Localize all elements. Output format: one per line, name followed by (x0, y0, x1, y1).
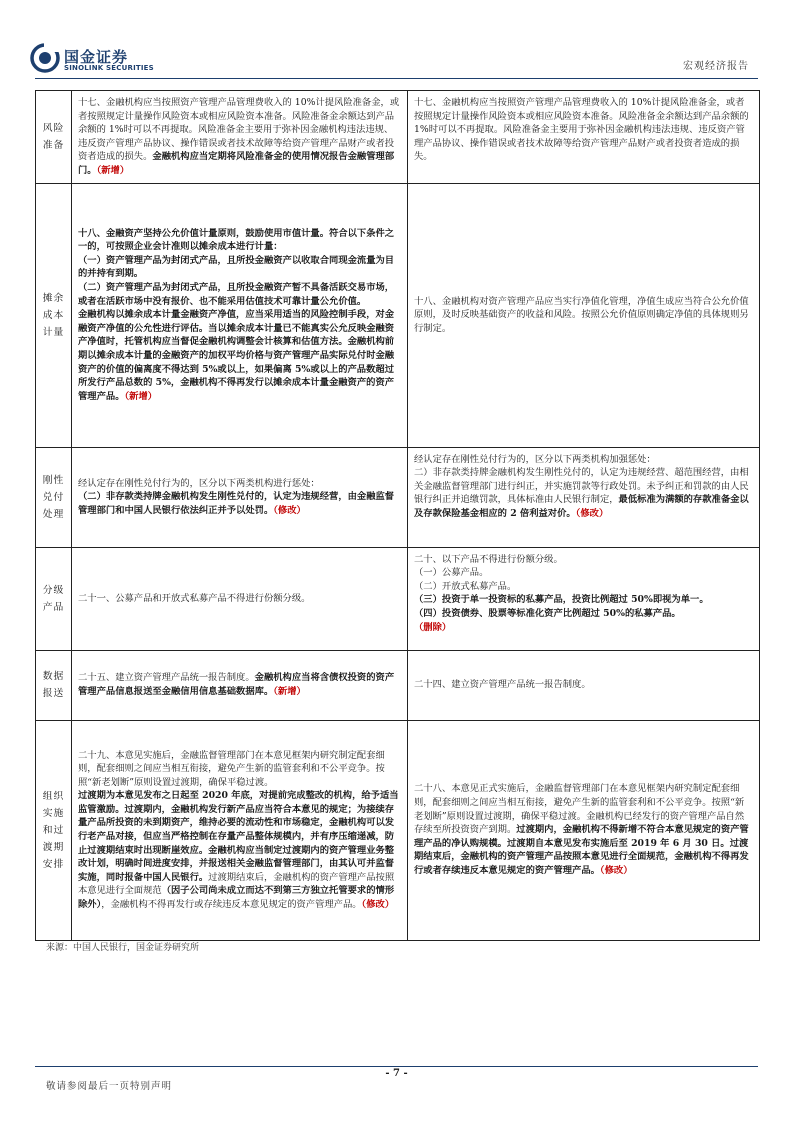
clause-text: 十七、金融机构应当按照资产管理产品管理费收入的 10%计提风险准备金，或者按照规定计量操作风险资本或相应风险资本准备。风险准备金余额达到产品余额的 1%时可以不再提取。风险准备金主要用于弥补因金融机构违法违规、违反资产管理产品协议、操作错误或者技术故障等给资产管理产品财产或者投资者造成的损失。 (78, 97, 400, 163)
clause-text: ，金融机构不得再发行或存续违反本意见规定的资产管理产品。 (101, 899, 362, 911)
change-tag: （修改） (599, 865, 633, 877)
page-number: - 7 - (385, 1068, 408, 1079)
table-row (36, 650, 760, 720)
change-tag: （新增） (124, 390, 158, 402)
change-tag: （新增） (273, 686, 306, 698)
clause-text: 二十四、建立资产管理产品统一报告制度。 (414, 679, 591, 691)
clause-text: （一）资产管理产品为封闭式产品，且所投金融资产以收取合同现金流量为目的并持有到期。 (78, 254, 395, 280)
clause-text: 金融机构以摊余成本计量金融资产净值，应当采用适当的风险控制手段，对金融资产净值的公允性进行评估。当以摊余成本计量已不能真实公允反映金融资产净值时，托管机构应当督促金融机构调整会计核算和估值方法。金融机构前期以摊余成本计量的金融资产的加权平均价格与资产管理产品实际兑付时金融资产的价值的偏离度不得达到 5%或以上，如果偏离 5%或以上的产品数超过所发行产品总数的 5%，金融机构不得再发行以摊余成本计量金融资产的资产管理产品。 (78, 309, 395, 402)
clause-text: （因子公司尚未成立而达不到第三方独立托管要求的情形除外） (78, 885, 395, 911)
change-tag: （修改） (575, 507, 609, 519)
table-row (36, 91, 760, 184)
logo-english-name: SINOLINK SECURITIES (64, 64, 154, 72)
clause-text: 二十一、公募产品和开放式私募产品不得进行份额分级。 (78, 592, 311, 604)
clause-text: （二）非存款类持牌金融机构发生刚性兑付的，认定为违规经营，由金融监督管理部门和中国人民银行依法纠正并予以处罚。 (78, 491, 395, 516)
page-header (0, 0, 793, 80)
revised-text-cell (72, 91, 408, 184)
draft-text-cell (408, 650, 760, 720)
clause-text: 过渡期为本意见发布之日起至 2020 年底，对提前完成整改的机构，给予适当监管激励。过渡期内，金融机构发行新产品应当符合本意见的规定；为接续存量产品所投资的未到期资产，维持必要的流动性和市场稳定，金融机构可以发行老产品对接，但应当严格控制在存量产品整体规模内，并有序压缩递减，防止过渡期结束时出现断崖效应。金融机构应当制定过渡期内的资产管理业务整改计划，明确时间进度安排，并报送相关金融监督管理部门，由其认可并监督实施，同时报备中国人民银行。 (78, 790, 399, 883)
clause-text: 二十八、本意见正式实施后，金融监督管理部门在本意见框架内研究制定配套细则，配套细则之间应当相互衔接，避免产生新的监管套利和不公平竞争。按照“新老划断”原则设置过渡期，确保平稳过渡。金融机构已经发行的资产管理产品自然存续至所投资资产到期。 (414, 783, 745, 836)
change-tag: （删除） (414, 621, 452, 633)
row-category: 数据报送 (36, 650, 72, 720)
table-row (36, 447, 760, 547)
clause-text: 二十、以下产品不得进行份额分级。 （一）公募产品。 （二）开放式私募产品。 (414, 553, 563, 592)
company-logo (30, 43, 160, 75)
clause-text: （三）投资于单一投资标的私募产品，投资比例超过 50%即视为单一。 （四）投资债券、股票等标准化资产比例超过 50%的私募产品。 (414, 594, 709, 619)
revised-text-cell (72, 547, 408, 650)
clause-text: 十八、金融机构对资产管理产品应当实行净值化管理，净值生成应当符合公允价值原则，及时反映基础资产的收益和风险。按照公允价值原则确定净值的具体规则另行制定。 (414, 295, 749, 334)
row-category: 摊余成本计量 (36, 183, 72, 447)
sinolink-logo-icon (30, 43, 60, 73)
logo-chinese-name: 国金证券 (64, 48, 129, 66)
draft-text-cell (408, 91, 760, 184)
clause-text: 二十五、建立资产管理产品统一报告制度。 (78, 672, 255, 684)
clause-text: 十七、金融机构应当按照资产管理产品管理费收入的 10%计提风险准备金，或者按照规定计量操作风险资本或相应风险资本准备。风险准备金余额达到产品余额的 1%时可以不再提取。风险准备金主要用于弥补因金融机构违法违规、违反资产管理产品协议、操作错误或者技术故障等给资产管理产品财产或者投资者造成的损失。 (414, 97, 752, 163)
table-row (36, 183, 760, 447)
clause-text: 过渡期内，金融机构不得新增不符合本意见规定的资产管理产品的净认购规模。过渡期自本意见发布实施后至 2019 年 6 月 30 日。过渡期结束后，金融机构的资产管理产品按照本意见进行全面规范，金融机构不得再发行或者存续违反本意见规定的资产管理产品。 (414, 824, 749, 877)
draft-text-cell (408, 183, 760, 447)
clause-text: 经认定存在刚性兑付行为的，区分以下两类机构进行惩处： (78, 477, 320, 489)
draft-text-cell (408, 547, 760, 650)
revised-text-cell (72, 183, 408, 447)
row-category: 分级产品 (36, 547, 72, 650)
draft-text-cell (408, 447, 760, 547)
clause-text: 二十九、本意见实施后，金融监督管理部门在本意见框架内研究制定配套细则，配套细则之间应当相互衔接，避免产生新的监管套利和不公平竞争。按照“新老划断”原则设置过渡期，确保平稳过渡。 (78, 749, 385, 788)
row-category: 组织实施和过渡期安排 (36, 720, 72, 940)
clause-text: 经认定存在刚性兑付行为的，区分以下两类机构加强惩处： 二）非存款类持牌金融机构发生刚性兑付的，认定为违规经营、超范围经营，由相关金融监督管理部门进行纠正，并实施罚款等行政处罚。未予纠正和罚款的由人民银行纠正并追缴罚款，具体标准由人民银行制定， (414, 453, 749, 506)
clause-text: （二）资产管理产品为封闭式产品，且所投金融资产暂不具备活跃交易市场，或者在活跃市场中没有报价、也不能采用估值技术可靠计量公允价值。 (78, 282, 395, 307)
table-row (36, 720, 760, 940)
table-row (36, 547, 760, 650)
draft-text-cell (408, 720, 760, 940)
revised-text-cell (72, 650, 408, 720)
report-type: 宏观经济报告 (683, 61, 749, 72)
revised-text-cell (72, 447, 408, 547)
revised-text-cell (72, 720, 408, 940)
header-divider (35, 78, 758, 79)
clause-text: 最低标准为满额的存款准备金以及存款保险基金相应的 2 倍利益对价。 (414, 494, 749, 519)
change-tag: （新增） (96, 164, 130, 176)
change-tag: （修改） (361, 899, 395, 911)
disclaimer: 敬请参阅最后一页特别声明 (46, 1081, 173, 1092)
source-note: 来源：中国人民银行，国金证券研究所 (46, 943, 200, 953)
clause-text: 金融机构应当定期将风险准备金的使用情况报告金融管理部门。 (78, 151, 395, 176)
change-tag: （修改） (273, 504, 306, 516)
row-category: 风险准备 (36, 91, 72, 184)
clause-text: 过渡期结束后，金融机构的资产管理产品按照本意见进行全面规范 (78, 871, 395, 897)
footer-divider (35, 1066, 758, 1067)
clause-text: 金融机构应当将含债权投资的资产管理产品信息报送至金融信用信息基础数据库。 (78, 672, 395, 698)
clause-text: 十八、金融资产坚持公允价值计量原则，鼓励使用市值计量。符合以下条件之一的，可按照企业会计准则以摊余成本进行计量： (78, 227, 395, 253)
comparison-table (35, 90, 760, 941)
row-category: 刚性兑付处理 (36, 447, 72, 547)
